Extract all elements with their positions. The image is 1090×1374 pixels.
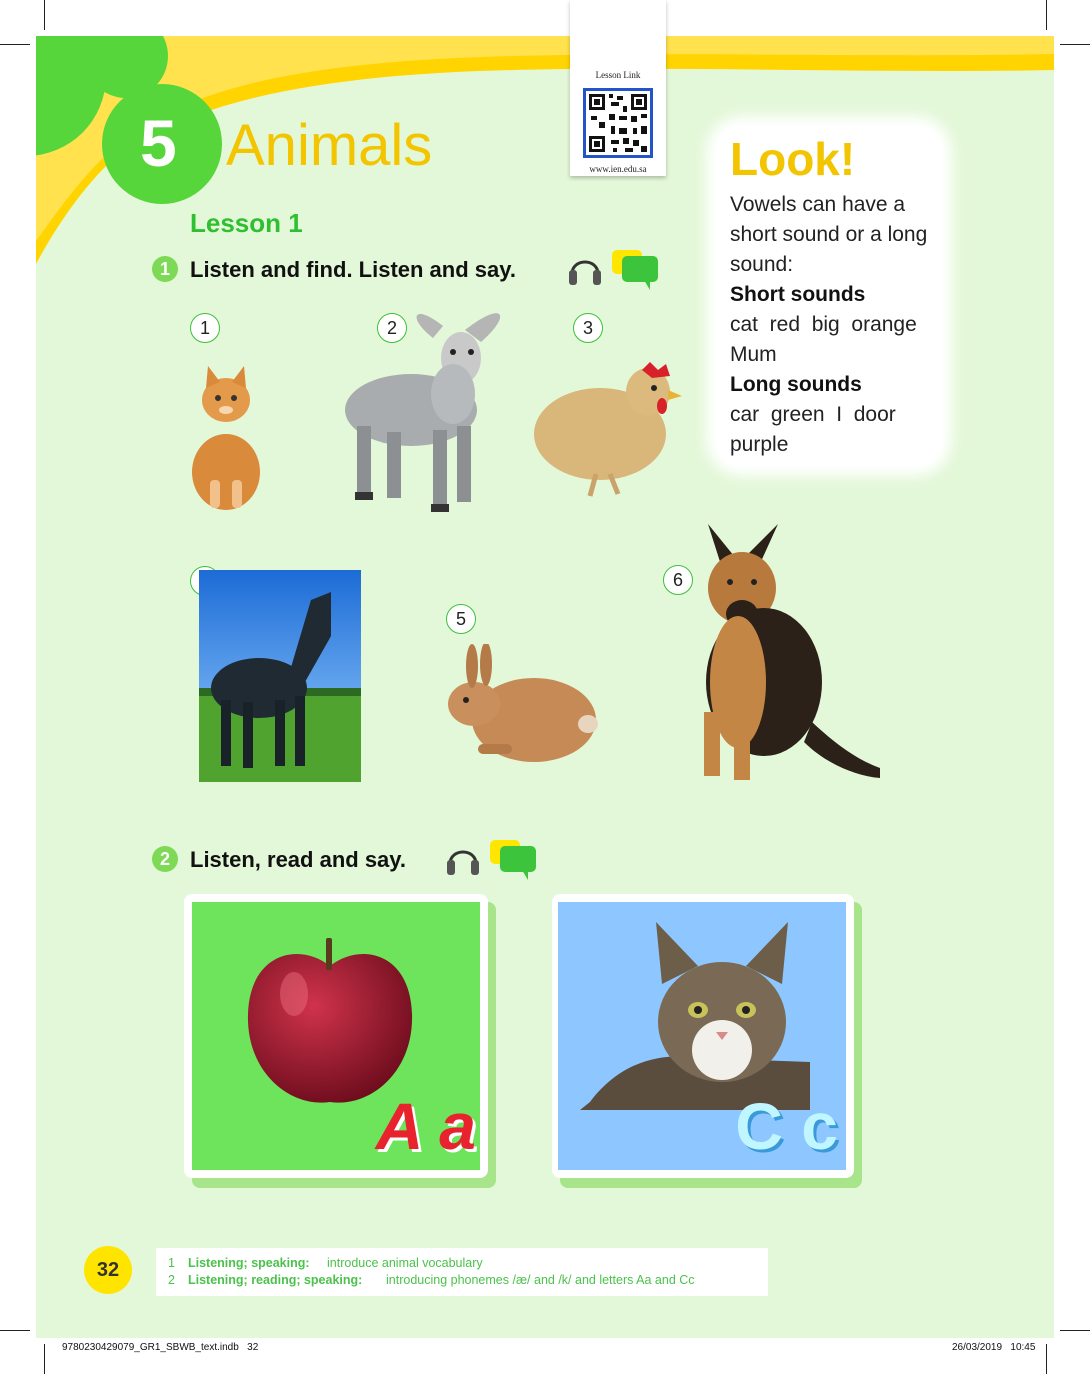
long-sounds-line-2: purple — [730, 433, 789, 456]
card-a-letters: A a — [375, 1089, 476, 1163]
short-sounds-line-2: Mum — [730, 343, 777, 366]
cat-portrait-picture — [580, 922, 810, 1110]
short-sounds-heading: Short sounds — [730, 283, 866, 306]
speech-bubbles-icon[interactable] — [612, 250, 660, 292]
activity-1-instruction: Listen and find. Listen and say. — [190, 257, 516, 282]
hen-picture[interactable] — [530, 362, 684, 502]
unit-number: 5 — [140, 106, 177, 180]
rabbit-picture[interactable] — [438, 644, 602, 768]
long-sounds-heading: Long sounds — [730, 373, 862, 396]
dog-picture[interactable] — [694, 522, 884, 784]
lesson-link-tab[interactable] — [570, 0, 666, 176]
note-2-text: introducing phonemes /æ/ and /k/ and letters Aa and Cc — [386, 1273, 695, 1287]
crop-mark — [44, 0, 45, 30]
crop-mark — [1060, 44, 1090, 45]
headphones-icon[interactable] — [444, 838, 482, 878]
animal-number-2: 2 — [377, 313, 407, 343]
look-intro-line-3: sound: — [730, 253, 794, 276]
qr-caption: Lesson Link — [595, 70, 641, 80]
page-number: 32 — [84, 1246, 132, 1294]
look-intro-line-1: Vowels can have a — [730, 193, 906, 216]
crop-mark — [1060, 1330, 1090, 1331]
print-date-slug: 26/03/2019 10:45 — [952, 1342, 1036, 1353]
activity-1-number: 1 — [152, 256, 178, 282]
crop-mark — [1046, 0, 1047, 30]
look-intro-line-2: short sound or a long — [730, 223, 928, 246]
print-file-slug: 9780230429079_GR1_SBWB_text.indb 32 — [62, 1342, 259, 1353]
animal-number-5: 5 — [446, 604, 476, 634]
crop-mark — [44, 1344, 45, 1374]
lesson-title: Lesson 1 — [190, 208, 303, 238]
animal-number-3: 3 — [573, 313, 603, 343]
crop-mark — [1046, 1344, 1047, 1374]
unit-title: Animals — [226, 113, 433, 178]
headphones-icon[interactable] — [566, 248, 604, 288]
activity-2-number: 2 — [152, 846, 178, 872]
note-1-text: introduce animal vocabulary — [327, 1256, 483, 1270]
letter-card-a[interactable] — [184, 894, 488, 1178]
crop-mark — [0, 1330, 30, 1331]
letter-card-c[interactable] — [552, 894, 854, 1178]
animal-number-6: 6 — [663, 565, 693, 595]
activity-2-instruction: Listen, read and say. — [190, 847, 407, 872]
look-title: Look! — [730, 133, 856, 185]
apple-picture — [240, 932, 420, 1112]
cat-picture[interactable] — [184, 360, 268, 512]
goat-picture[interactable] — [333, 306, 519, 522]
note-1-skills: Listening; speaking: — [188, 1256, 310, 1270]
speech-bubbles-icon[interactable] — [490, 840, 538, 882]
qr-code-icon[interactable] — [583, 88, 653, 158]
qr-url: www.ien.edu.sa — [589, 164, 647, 174]
animal-number-1: 1 — [190, 313, 220, 343]
horse-picture[interactable] — [199, 570, 361, 782]
crop-mark — [0, 44, 30, 45]
short-sounds-line-1: cat red big orange — [730, 313, 917, 336]
note-2-number: 2 — [168, 1273, 175, 1287]
note-1-number: 1 — [168, 1256, 175, 1270]
long-sounds-line-1: car green I door — [730, 403, 896, 426]
note-2-skills: Listening; reading; speaking: — [188, 1273, 363, 1287]
card-c-letters: C c — [735, 1089, 838, 1163]
